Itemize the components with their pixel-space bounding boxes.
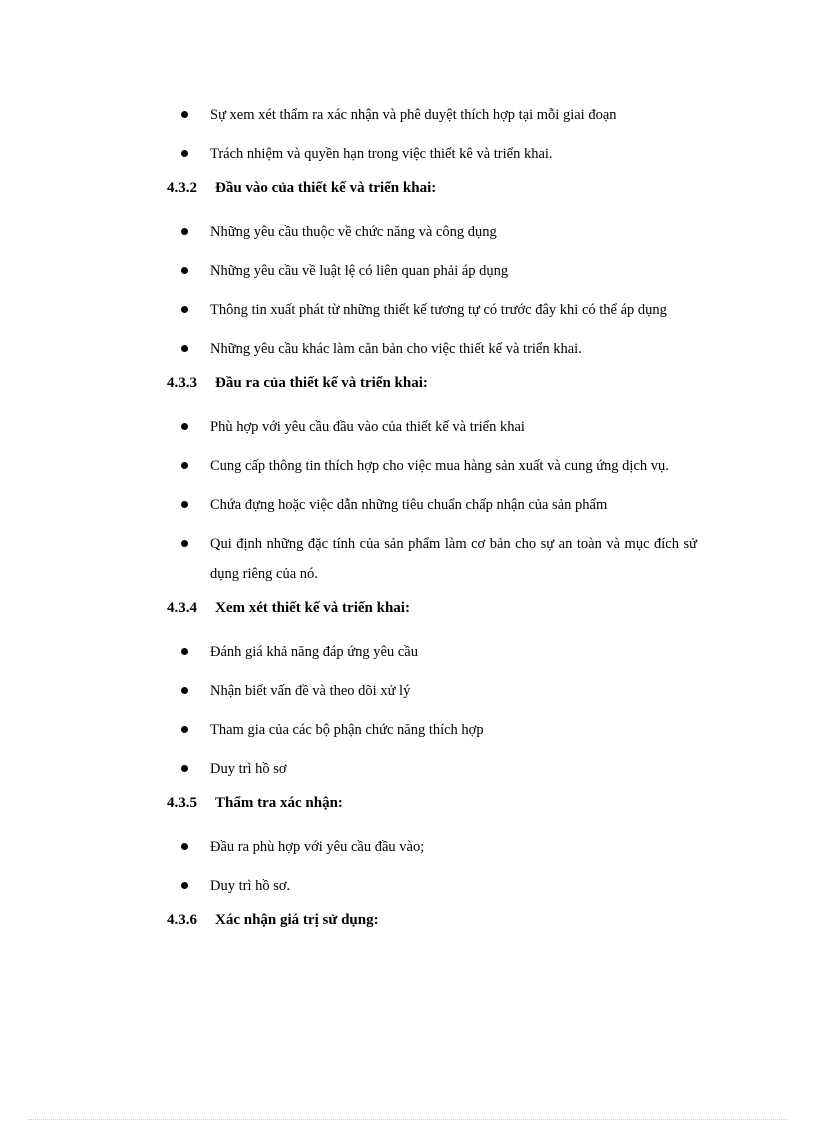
list-item <box>167 490 697 520</box>
list-item-text: Sự xem xét thẩm ra xác nhận và phê duyệt thích hợp tại mỗi giai đoạn <box>210 107 617 123</box>
bullet-icon <box>181 882 188 889</box>
list-item <box>167 529 697 589</box>
section-title: Đầu ra của thiết kế và triển khai: <box>215 375 428 391</box>
list-item-text: Những yêu cầu về luật lệ có liên quan phải áp dụng <box>210 263 509 279</box>
bullet-list <box>167 637 697 784</box>
list-item-text: Duy trì hồ sơ. <box>210 878 291 894</box>
bullet-icon <box>181 843 188 850</box>
bullet-icon <box>181 648 188 655</box>
list-item-text: Tham gia của các bộ phận chức năng thích hợp <box>210 722 484 738</box>
list-item <box>167 451 697 481</box>
section-title: Đầu vào của thiết kế và triển khai: <box>215 180 437 196</box>
list-item <box>167 832 697 862</box>
bullet-list <box>167 832 697 901</box>
list-item <box>167 100 697 130</box>
list-item-text: Cung cấp thông tin thích hợp cho việc mua hàng sản xuất và cung ứng dịch vụ. <box>210 458 669 474</box>
list-item <box>167 715 697 745</box>
bullet-icon <box>181 726 188 733</box>
section-4-3-6 <box>167 910 697 930</box>
list-item <box>167 256 697 286</box>
intro-bullet-list <box>167 100 697 169</box>
list-item <box>167 412 697 442</box>
section-heading <box>167 373 697 393</box>
section-4-3-5 <box>167 793 697 901</box>
list-item-text: Qui định những đặc tính của sản phẩm làm cơ bản cho sự an toàn và mục đích sử dụng riêng của nó. <box>210 536 697 582</box>
bullet-icon <box>181 540 188 547</box>
list-item <box>167 754 697 784</box>
bullet-icon <box>181 150 188 157</box>
section-number: 4.3.6 <box>167 912 197 928</box>
section-title: Xem xét thiết kế và triển khai: <box>215 600 410 616</box>
bullet-icon <box>181 228 188 235</box>
bullet-icon <box>181 765 188 772</box>
page-content <box>167 100 697 949</box>
list-item <box>167 217 697 247</box>
section-4-3-3 <box>167 373 697 589</box>
list-item-text: Phù hợp với yêu cầu đầu vào của thiết kế và triển khai <box>210 419 525 435</box>
section-title: Xác nhận giá trị sử dụng: <box>215 912 379 928</box>
section-heading <box>167 598 697 618</box>
bullet-icon <box>181 345 188 352</box>
list-item <box>167 637 697 667</box>
list-item-text: Những yêu cầu khác làm căn bản cho việc thiết kế và triển khai. <box>210 341 582 357</box>
bullet-icon <box>181 306 188 313</box>
bullet-icon <box>181 111 188 118</box>
bullet-icon <box>181 267 188 274</box>
section-number: 4.3.4 <box>167 600 197 616</box>
section-4-3-4 <box>167 598 697 784</box>
list-item-text: Nhận biết vấn đề và theo dõi xử lý <box>210 683 411 699</box>
bullet-icon <box>181 462 188 469</box>
list-item-text: Đánh giá khả năng đáp ứng yêu cầu <box>210 644 418 660</box>
section-number: 4.3.3 <box>167 375 197 391</box>
section-heading <box>167 178 697 198</box>
section-heading <box>167 793 697 813</box>
bullet-list <box>167 412 697 589</box>
section-number: 4.3.2 <box>167 180 197 196</box>
page-bottom-rule <box>28 1119 788 1120</box>
bullet-icon <box>181 687 188 694</box>
list-item-text: Thông tin xuất phát từ những thiết kế tương tự có trước đây khi có thể áp dụng <box>210 302 667 318</box>
list-item-text: Duy trì hồ sơ <box>210 761 287 777</box>
list-item <box>167 676 697 706</box>
list-item-text: Trách nhiệm và quyền hạn trong việc thiết kê và triển khai. <box>210 146 553 162</box>
bullet-icon <box>181 423 188 430</box>
list-item-text: Những yêu cầu thuộc về chức năng và công dụng <box>210 224 497 240</box>
list-item <box>167 295 697 325</box>
list-item <box>167 334 697 364</box>
bullet-list <box>167 217 697 364</box>
section-title: Thẩm tra xác nhận: <box>215 795 343 811</box>
list-item-text: Chứa đựng hoặc việc dẫn những tiêu chuẩn chấp nhận của sản phẩm <box>210 497 608 513</box>
bullet-icon <box>181 501 188 508</box>
section-heading <box>167 910 697 930</box>
list-item-text: Đầu ra phù hợp với yêu cầu đầu vào; <box>210 839 425 855</box>
section-4-3-2 <box>167 178 697 364</box>
section-number: 4.3.5 <box>167 795 197 811</box>
list-item <box>167 139 697 169</box>
list-item <box>167 871 697 901</box>
